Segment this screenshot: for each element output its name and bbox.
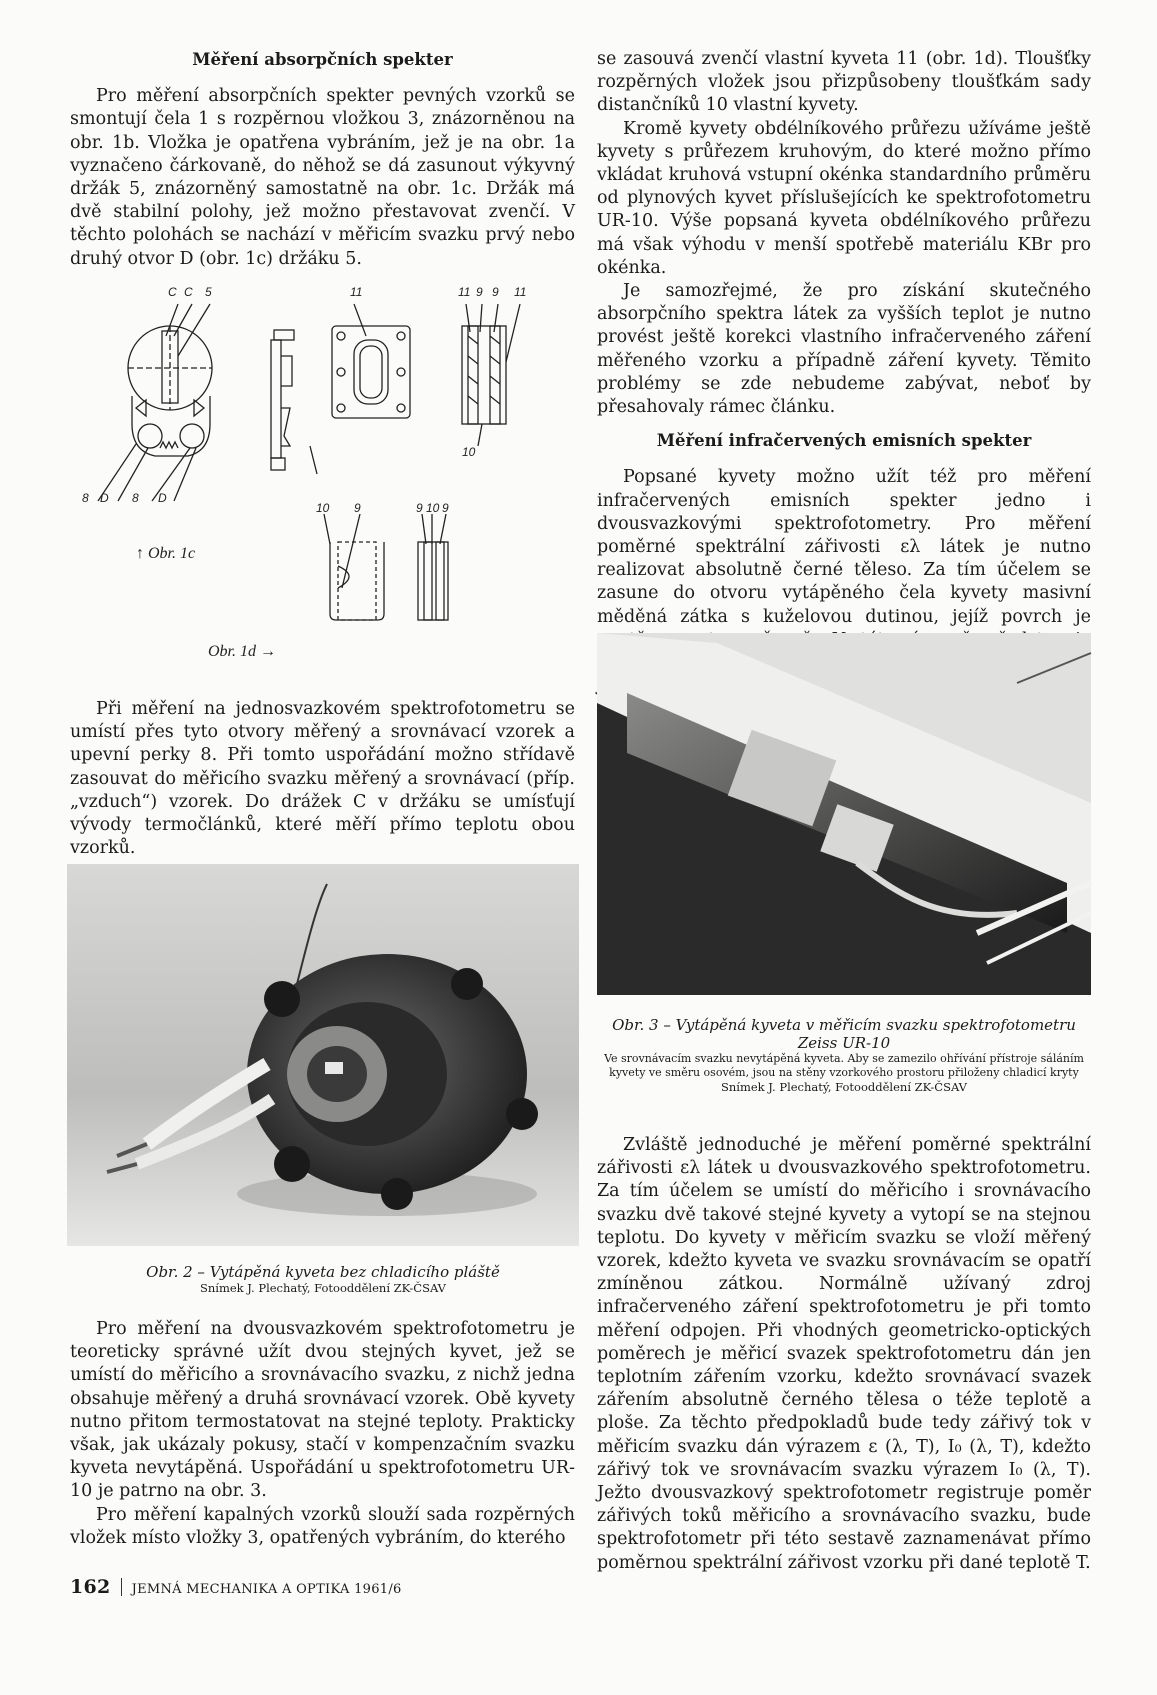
label-5: 5 xyxy=(205,285,212,299)
technical-drawing xyxy=(70,285,575,696)
paragraph: Pro měření na dvousvazkovém spektrofotometru je teoreticky správné užít dvou stejných kyvet, jež se umístí do měřicího a srovnávacího svazku, z nichž jedna obsahuje měřený a druhá srovnávací vzorek. Obě kyvety nutno přitom termostatovat na stejné teploty. Prakticky však, jak ukázaly pokusy, stačí v kompenzačním svazku kyveta nevytápěná. Uspořádání u spektrofotometru UR-10 je patrno na obr. 3. xyxy=(70,1319,575,1502)
left-column-mid xyxy=(70,698,575,860)
right-column-bottom xyxy=(597,1134,1091,1575)
cuvette-drawing xyxy=(324,514,384,620)
paragraph: Pro měření kapalných vzorků slouží sada rozpěrných vložek místo vložky 3, opatřených vybráním, do kterého xyxy=(70,1504,575,1548)
label-9c: 9 xyxy=(354,501,361,515)
holder-drawing xyxy=(98,304,212,501)
label-8b: 8 xyxy=(132,491,139,505)
figure-3-photo xyxy=(597,633,1091,995)
figure-2-photo xyxy=(67,864,579,1246)
section-heading-emission: Měření infračervených emisních spekter xyxy=(656,431,1032,451)
side-profile-drawing xyxy=(271,330,317,474)
section-heading-absorption: Měření absorpčních spekter xyxy=(192,50,453,69)
figure-1c-label: ↑ Obr. 1c xyxy=(136,545,196,562)
label-c1: C xyxy=(168,285,177,299)
right-column-top xyxy=(597,48,1091,698)
left-column-bottom xyxy=(70,1318,575,1550)
figure-3-credit: Snímek J. Plechatý, Fotooddělení ZK-ČSAV xyxy=(721,1080,967,1094)
front-plate-drawing xyxy=(332,304,410,418)
cuvette-side-drawing xyxy=(418,514,448,620)
figure-1-diagram xyxy=(70,285,575,696)
figure-2-caption xyxy=(67,1263,579,1295)
figure-3-note: Ve srovnávacím svazku nevytápěná kyveta. Aby se zamezilo ohřívání přístroje sáláním kyvety ve směru osovém, jsou na stěny vzorkového prostoru přiloženy chladicí kryty xyxy=(604,1052,1084,1079)
page-footer xyxy=(70,1576,402,1598)
label-9b: 9 xyxy=(492,285,499,299)
label-9e: 9 xyxy=(442,501,449,515)
figure-2-credit: Snímek J. Plechatý, Fotooddělení ZK-ČSAV xyxy=(200,1281,446,1295)
label-10b: 10 xyxy=(316,501,330,515)
label-9d: 9 xyxy=(416,501,423,515)
left-column-top xyxy=(70,48,575,271)
journal-name: JEMNÁ MECHANIKA A OPTIKA 1961/6 xyxy=(131,1582,402,1597)
paragraph: Zvláště jednoduché je měření poměrné spektrální zářivosti ελ látek u dvousvazkového spektrofotometru. Za tím účelem se umístí do měřicího i srovnávacího svazku dvě takové stejné kyvety a vytopí se na stejnou teplotu. Do kyvety v měřicím svazku se vloží měřený vzorek, kdežto kyveta ve svazku srovnávacím se opatří zmíněnou zátkou. Normálně užívaný zdroj infračerveného záření spektrofotometru je při tomto měření odpojen. Při vhodných geometricko-optických poměrech je měřicí svazek spektrofotometru dán jen teplotním zářením vzorku, kdežto srovnávací svazek zářením absolutně černého tělesa o téže teplotě a ploše. Za těchto předpokladů bude tedy zářivý tok v měřicím svazku dán výrazem ε (λ, T), I₀ (λ, T), kdežto zářivý tok ve srovnávacím svazku výrazem I₀ (λ, T). Ježto dvousvazkový spektrofotometr registruje poměr zářivých toků měřicího a srovnávacího svazku, bude spektrofotometr při této sestavě zaznamenávat přímo poměrnou spektrální zářivost vzorku při dané teplotě T. xyxy=(597,1135,1091,1573)
figure-2-title: Obr. 2 – Vytápěná kyveta bez chladicího pláště xyxy=(146,1263,500,1281)
paragraph: Kromě kyvety obdélníkového průřezu užíváme ještě kyvety s průřezem kruhovým, do které možno přímo vkládat kruhová vstupní okénka standardního průměru od plynových kyvet příslušejících ke spektrofotometru UR-10. Výše popsaná kyveta obdélníkového průřezu má však výhodu v menší spotřebě materiálu KBr pro okénka. xyxy=(597,118,1091,278)
label-c2: C xyxy=(184,285,193,299)
paragraph: se zasouvá zvenčí vlastní kyveta 11 (obr. 1d). Tloušťky rozpěrných vložek jsou přizpůsobeny tloušťkám sady distančníků 10 vlastní kyvety. xyxy=(597,49,1091,116)
label-11c: 11 xyxy=(514,285,527,299)
label-11b: 11 xyxy=(458,285,471,299)
label-8a: 8 xyxy=(82,491,89,505)
label-db: D xyxy=(158,491,167,505)
paragraph: Pro měření absorpčních spekter pevných vzorků se smontují čela 1 s rozpěrnou vložkou 3, znázorněnou na obr. 1b. Vložka je opatřena vybráním, jež je na obr. 1a vyznačeno čárkovaně, do něhož se dá zasunout výkyvný držák 5, znázorněný samostatně na obr. 1c. Držák má dvě stabilní polohy, jež možno přestavovat zvenčí. V těchto polohách se nachází v měřicím svazku prvý nebo druhý otvor D (obr. 1c) držáku 5. xyxy=(70,86,575,269)
cross-section-drawing xyxy=(462,304,520,446)
cuvette-photo xyxy=(67,864,579,1246)
figure-3-caption xyxy=(597,1016,1091,1094)
figure-3-title: Obr. 3 – Vytápěná kyveta v měřicím svazku spektrofotometru Zeiss UR-10 xyxy=(612,1016,1076,1052)
label-10a: 10 xyxy=(462,445,476,459)
paragraph: Je samozřejmé, že pro získání skutečného absorpčního spektra látek za vyšších teplot je nutno provést ještě korekci vlastního infračerveného záření měřeného vzorku a případně záření kyvety. Těmito problémy se zde nebudeme zabývat, neboť by přesahovaly rámec článku. xyxy=(597,281,1091,418)
figure-1d-label: Obr. 1d → xyxy=(208,643,277,660)
paragraph: Popsané kyvety možno užít též pro měření infračervených emisních spekter jedno i dvousvazkovými spektrofotometry. Pro měření poměrné spektrální zářivosti ελ látek je nutno realizovat absolutně černé těleso. Za tím účelem se zasune do otvoru vytápěného čela kyvety masivní měděná zátka s kuželovou dutinou, jejíž povrch je xyxy=(597,467,1091,627)
label-11a: 11 xyxy=(350,285,363,299)
label-9a: 9 xyxy=(476,285,483,299)
label-da: D xyxy=(100,491,109,505)
spectrophotometer-photo xyxy=(597,633,1091,995)
footer-divider xyxy=(121,1578,122,1596)
page-number: 162 xyxy=(70,1576,111,1598)
label-10c: 10 xyxy=(426,501,440,515)
paragraph: Při měření na jednosvazkovém spektrofotometru se umístí přes tyto otvory měřený a srovnávací vzorek a upevní perky 8. Při tomto uspořádání možno střídavě zasouvat do měřicího svazku měřený a srovnávací (příp. „vzduch“) vzorek. Do drážek C v držáku se umísťují vývody termočlánků, které měří přímo teplotu obou vzorků. xyxy=(70,699,575,859)
